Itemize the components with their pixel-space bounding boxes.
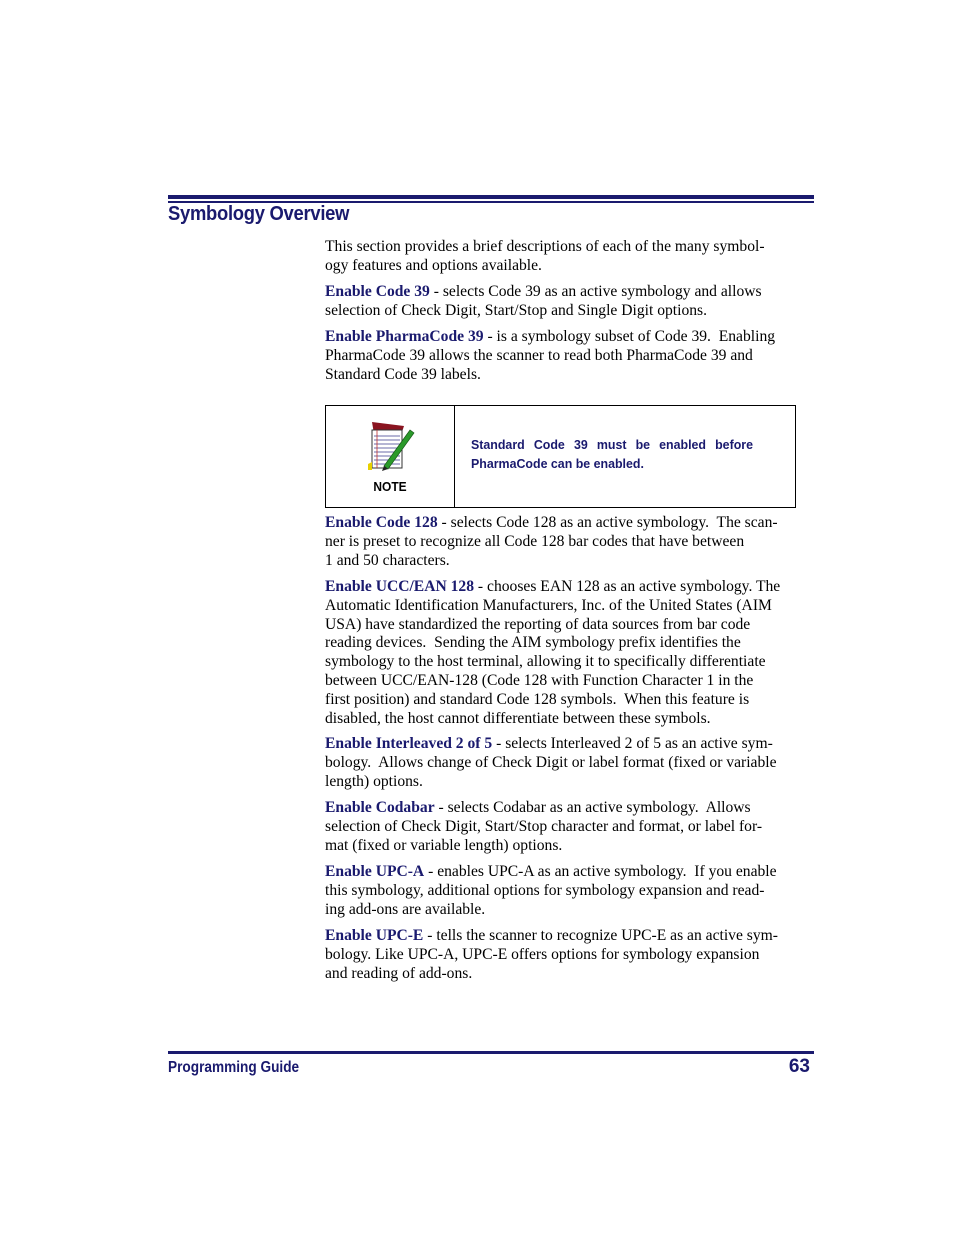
- entry-term: Enable Code 39: [325, 283, 430, 300]
- entry-description: - tells the scanner to recognize UPC-E as an active sym- bology. Like UPC-A, UPC-E offers options for symbology expansion and reading of add-ons.: [325, 927, 778, 982]
- note-text: Standard Code 39 must be enabled before PharmaCode can be enabled.: [471, 437, 753, 471]
- entry-term: Enable PharmaCode 39: [325, 328, 484, 345]
- page-number: 63: [788, 1056, 810, 1077]
- entry-term: Enable Codabar: [325, 799, 435, 816]
- entry-upc-e: [325, 927, 815, 983]
- intro-paragraph: [325, 238, 815, 276]
- entry-term: Enable Interleaved 2 of 5: [325, 735, 493, 752]
- entry-interleaved-2of5: [325, 735, 815, 791]
- section-title: Symbology Overview: [168, 203, 350, 225]
- note-label: NOTE: [373, 479, 407, 494]
- intro-text: This section provides a brief descriptions of each of the many symbol- ogy features and options available.: [325, 238, 765, 274]
- entry-codabar: [325, 799, 815, 855]
- entry-upc-a: [325, 863, 815, 919]
- entry-pharmacode39: [325, 328, 815, 384]
- entry-description: - enables UPC-A as an active symbology. If you enable this symbology, additional options for symbology expansion and read- ing add-ons are available.: [325, 863, 777, 918]
- entry-ucc-ean128: [325, 578, 815, 728]
- notepad-pencil-icon: [366, 416, 418, 474]
- header-rule: [168, 195, 814, 199]
- entry-description: - selects Interleaved 2 of 5 as an active sym- bology. Allows change of Check Digit or label format (fixed or variable length) options.: [325, 735, 777, 790]
- entry-description: - selects Code 128 as an active symbology. The scan- ner is preset to recognize all Code 128 bar codes that have between 1 and 50 characters.: [325, 514, 778, 569]
- note-box: [325, 405, 796, 508]
- entry-code128: [325, 514, 815, 570]
- entry-description: - is a symbology subset of Code 39. Enabling PharmaCode 39 allows the scanner to read both PharmaCode 39 and Standard Code 39 labels.: [325, 328, 776, 383]
- footer-rule: [168, 1051, 814, 1054]
- entry-term: Enable UPC-E: [325, 927, 424, 944]
- entry-description: - chooses EAN 128 as an active symbology. The Automatic Identification Manufacturers, Inc. of the United States (AIM USA) have standardized the reporting of data sources from bar code reading devices. Sending the AIM symbology prefix identifies the symbology to the host terminal, allowing it to specifically differentiate between UCC/EAN-128 (Code 128 with Function Character 1 in the first position) and standard Code 128 symbols. When this feature is disabled, the host cannot differentiate between these symbols.: [325, 578, 781, 727]
- entry-term: Enable Code 128: [325, 514, 438, 531]
- entry-term: Enable UCC/EAN 128: [325, 578, 475, 595]
- footer-guide-title: Programming Guide: [168, 1059, 300, 1076]
- entry-description: - selects Code 39 as an active symbology and allows selection of Check Digit, Start/Stop and Single Digit options.: [325, 283, 762, 319]
- entry-term: Enable UPC-A: [325, 863, 425, 880]
- note-divider: [454, 406, 455, 507]
- entry-code39: [325, 283, 815, 321]
- entry-description: - selects Codabar as an active symbology. Allows selection of Check Digit, Start/Stop character and format, or label for- mat (fixed or variable length) options.: [325, 799, 763, 854]
